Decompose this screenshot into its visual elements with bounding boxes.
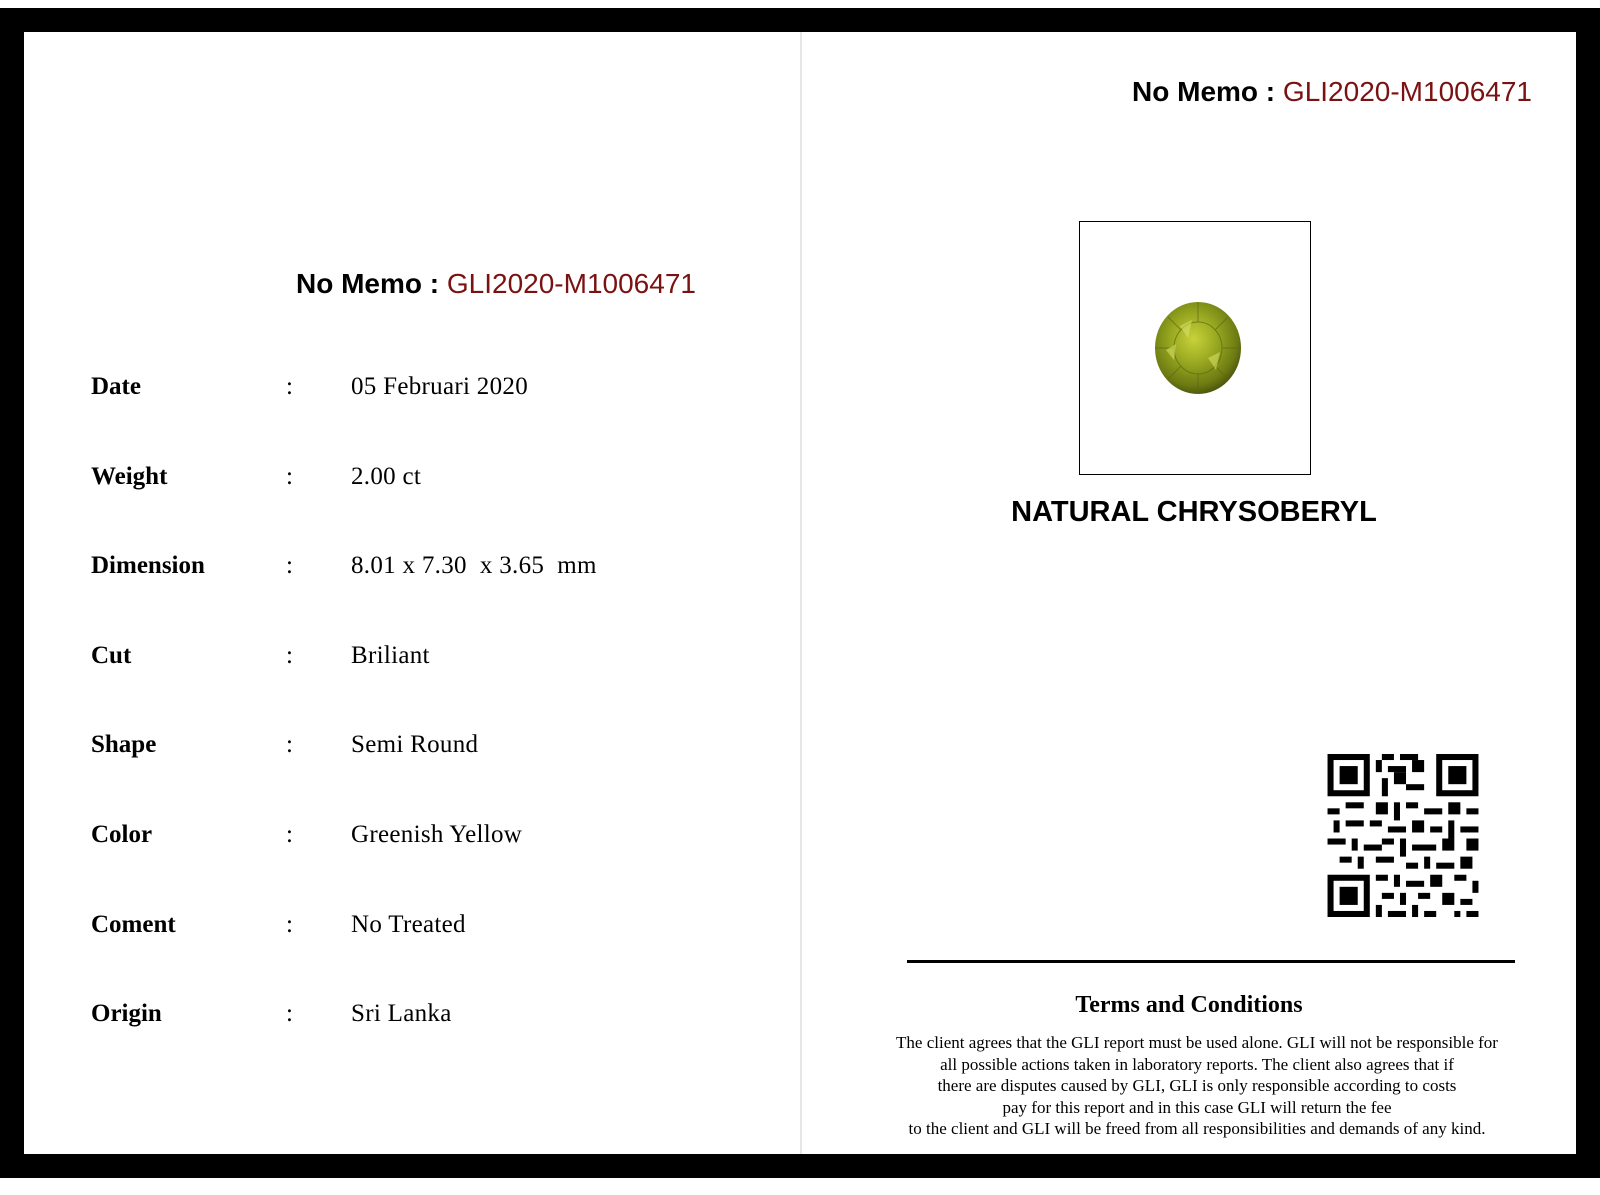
detail-key: Cut xyxy=(91,642,132,669)
detail-value: 05 Februari 2020 xyxy=(351,373,528,400)
detail-value: No Treated xyxy=(351,911,466,938)
gemstone-image xyxy=(1080,222,1310,474)
detail-separator: : xyxy=(286,1000,293,1027)
detail-key: Date xyxy=(91,373,141,400)
terms-line: The client agrees that the GLI report must be used alone. GLI will not be responsible for xyxy=(896,1033,1498,1052)
detail-separator: : xyxy=(286,642,293,669)
detail-key: Color xyxy=(91,821,153,848)
memo-heading xyxy=(296,268,696,300)
detail-value: Semi Round xyxy=(351,731,479,758)
qr-code-icon xyxy=(1327,754,1479,917)
detail-key: Weight xyxy=(91,463,168,490)
detail-separator: : xyxy=(286,463,293,490)
detail-separator: : xyxy=(286,911,293,938)
terms-line: all possible actions taken in laboratory reports. The client also agrees that if xyxy=(940,1054,1454,1074)
terms-line: there are disputes caused by GLI, GLI is only responsible according to costs xyxy=(937,1076,1457,1096)
memo-heading xyxy=(1132,76,1532,108)
detail-value: Sri Lanka xyxy=(351,1000,452,1027)
memo-number: GLI2020-M1006471 xyxy=(446,268,696,299)
detail-value: Greenish Yellow xyxy=(351,821,523,848)
detail-separator: : xyxy=(286,552,293,579)
divider xyxy=(907,960,1515,963)
memo-label: No Memo : xyxy=(296,268,440,299)
left-page xyxy=(24,32,800,1154)
detail-value: 2.00 ct xyxy=(351,463,422,490)
gem-photo-frame xyxy=(1079,221,1311,475)
detail-key: Dimension xyxy=(91,552,205,579)
detail-separator: : xyxy=(286,731,293,758)
memo-number: GLI2020-M1006471 xyxy=(1282,76,1532,107)
detail-separator: : xyxy=(286,373,293,400)
memo-label: No Memo : xyxy=(1132,76,1276,107)
detail-value: 8.01 x 7.30 x 3.65 mm xyxy=(351,552,597,579)
detail-separator: : xyxy=(286,821,293,848)
gem-name: NATURAL CHRYSOBERYL xyxy=(1011,496,1377,528)
terms-line: pay for this report and in this case GLI will return the fee xyxy=(1002,1097,1392,1117)
detail-value: Briliant xyxy=(351,642,430,669)
terms-title: Terms and Conditions xyxy=(1075,992,1303,1018)
detail-key: Coment xyxy=(91,911,176,938)
right-page xyxy=(802,32,1576,1154)
detail-key: Origin xyxy=(91,1000,162,1027)
terms-body xyxy=(842,1032,1552,1140)
detail-key: Shape xyxy=(91,731,157,758)
terms-line: to the client and GLI will be freed from all responsibilities and demands of any kind. xyxy=(908,1119,1486,1139)
